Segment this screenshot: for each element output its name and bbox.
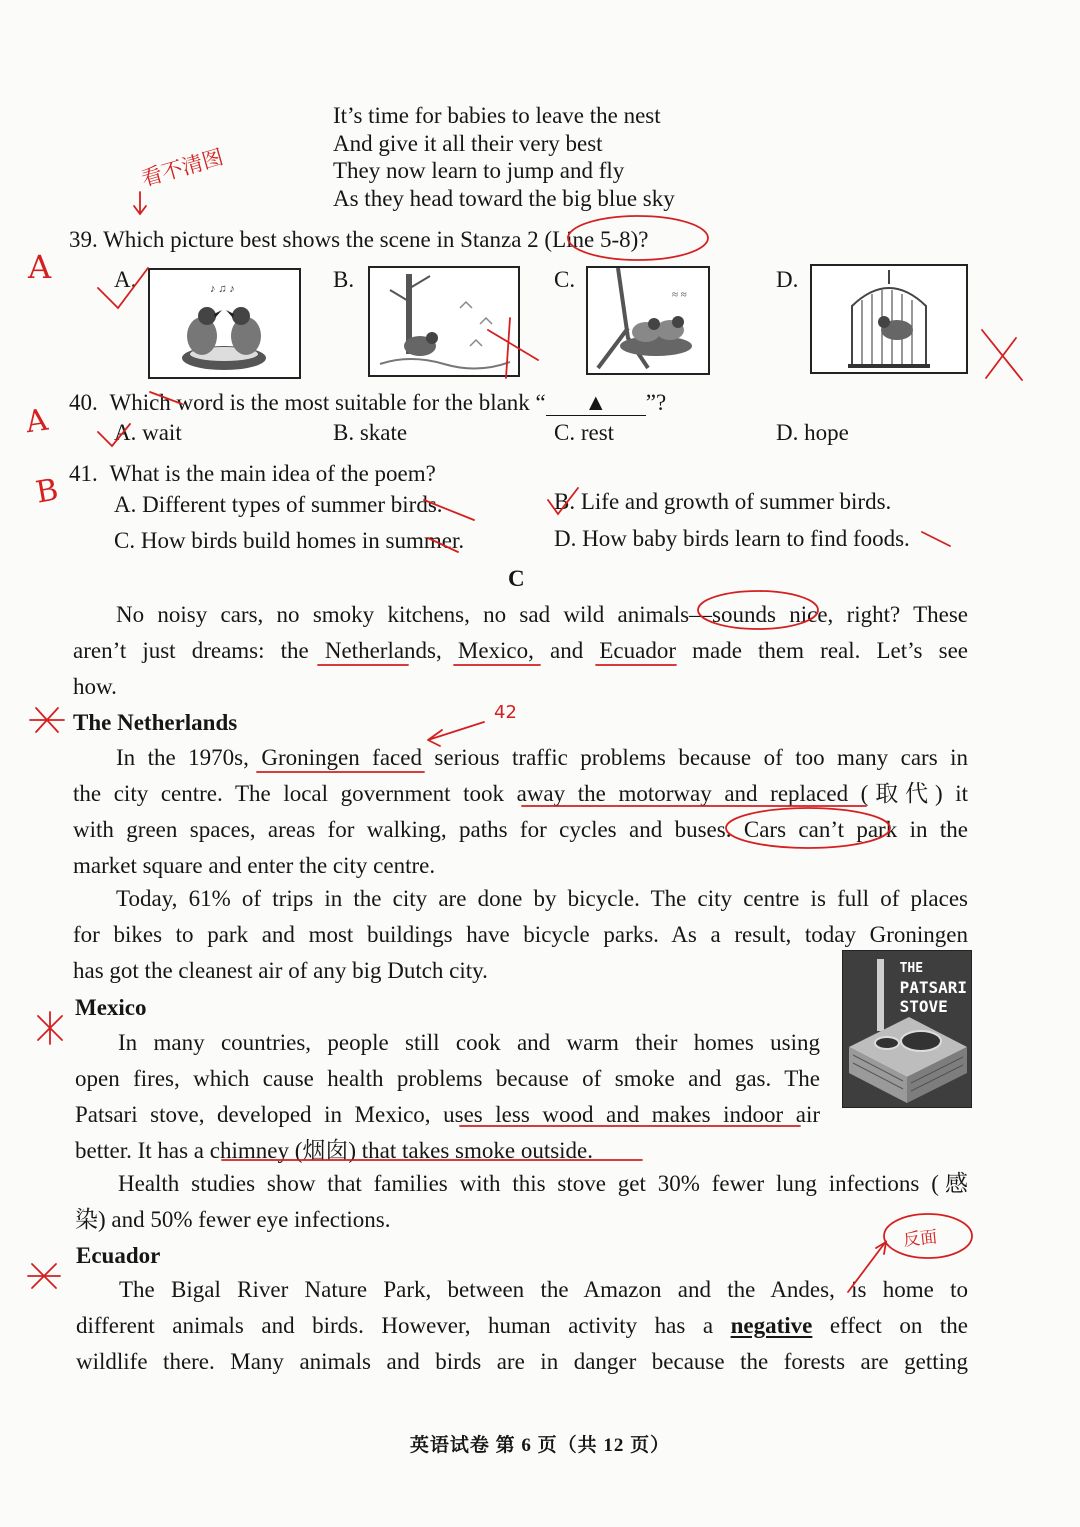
red-stroke — [150, 392, 182, 404]
red-circle-mark — [884, 1214, 972, 1258]
red-cross-icon — [488, 318, 538, 378]
handwritten-note-42: 42 — [494, 702, 517, 723]
highlighted-word-negative: negative — [730, 1313, 813, 1338]
text-line: has got the cleanest air of any big Dutch city. — [73, 958, 488, 983]
poem-line: As they head toward the big blue sky — [333, 185, 675, 211]
text-line: the city centre. The local government took away the motorway and replaced (取代) it — [73, 781, 968, 806]
handwritten-note-reverse-side: 反面 — [902, 1227, 939, 1251]
q40-number: 40. — [69, 390, 98, 415]
text-line: market square and enter the city centre. — [73, 853, 436, 878]
stove-title-line: STOVE — [899, 997, 948, 1016]
text-line: better. It has a chimney (烟囱) that takes smoke outside. — [75, 1138, 594, 1163]
intro-line: aren’t just dreams: the Netherlands, Mexico, and Ecuador made them real. Let’s see — [73, 638, 968, 663]
text-line: In the 1970s, Groningen faced serious traffic problems because of too many cars in — [116, 745, 968, 770]
red-star-icon — [38, 1012, 62, 1044]
red-check-icon — [98, 268, 148, 308]
q41-question: What is the main idea of the poem? — [109, 461, 436, 486]
red-underline — [222, 1126, 800, 1160]
q41-number: 41. — [69, 461, 98, 486]
red-underline — [257, 772, 866, 806]
red-circle-mark — [698, 591, 818, 629]
svg-text:≈ ≈: ≈ ≈ — [672, 289, 687, 301]
stove-title-line: PATSARI — [899, 978, 967, 997]
text-line: for bikes to park and most buildings have bicycle parks. As a result, today Groningen — [73, 922, 968, 947]
q40-prompt-before: Which word is the most suitable for the blank “ — [109, 390, 546, 415]
red-circle-mark — [568, 216, 708, 260]
text-line: Patsari stove, developed in Mexico, uses less wood and makes indoor air — [75, 1102, 820, 1127]
intro-line: how. — [73, 674, 117, 699]
poem-line: And give it all their very best — [333, 130, 603, 156]
q40-prompt-after: ”? — [645, 390, 667, 415]
red-star-icon — [28, 1264, 60, 1288]
red-circle-mark — [726, 808, 890, 848]
text-segment: different animals and birds. However, human activity has a — [76, 1313, 714, 1338]
question-39: 39. Which picture best shows the scene in Stanza 2 (Line 5-8)? — [69, 227, 649, 252]
text-line: Health studies show that families with this stove get 30% fewer lung infections (感 — [118, 1171, 968, 1196]
svg-text:♪ ♫ ♪: ♪ ♫ ♪ — [210, 283, 235, 295]
q40-option-a[interactable]: A. wait — [114, 420, 182, 445]
handwritten-answer-41: B — [33, 472, 61, 511]
page-footer: 英语试卷 第 6 页（共 12 页） — [409, 1435, 671, 1456]
text-line: Today, 61% of trips in the city are done by bicycle. The city centre is full of places — [116, 886, 968, 911]
q41-option-a[interactable]: A. Different types of summer birds. — [114, 492, 443, 517]
handwritten-answer-39: A — [28, 248, 52, 286]
red-check-icon — [98, 424, 130, 446]
q41-option-b[interactable]: B. Life and growth of summer birds. — [554, 489, 892, 514]
blank-triangle-icon: ▲ — [584, 390, 608, 415]
red-arrow-icon — [428, 722, 484, 746]
q39-option-d-label[interactable]: D. — [776, 267, 799, 292]
q40-option-c[interactable]: C. rest — [554, 420, 615, 445]
q41-option-c[interactable]: C. How birds build homes in summer. — [114, 528, 465, 553]
text-line: open fires, which cause health problems because of smoke and gas. The — [75, 1066, 820, 1091]
red-star-icon — [30, 708, 64, 732]
passage-label: C — [508, 566, 525, 591]
handwritten-answer-40: A — [23, 402, 51, 441]
q40-option-b[interactable]: B. skate — [333, 420, 408, 445]
red-arrow-down-icon — [134, 192, 146, 214]
handwritten-note-unclear-picture: 看不清图 — [138, 144, 226, 192]
poem-line: They now learn to jump and fly — [333, 158, 625, 183]
text-line: The Bigal River Nature Park, between the Amazon and the Andes, is home to — [119, 1277, 968, 1302]
q39-option-a-label[interactable]: A. — [114, 267, 137, 292]
section-heading-mexico: Mexico — [75, 995, 147, 1020]
text-line: wildlife there. Many animals and birds are in danger because the forests are getting — [76, 1349, 968, 1374]
section-heading-netherlands: The Netherlands — [73, 710, 238, 735]
stove-title-line: THE — [899, 961, 924, 976]
red-arrow-icon — [848, 1242, 886, 1292]
text-segment: effect on the — [829, 1313, 968, 1338]
q39-option-b-label[interactable]: B. — [333, 267, 355, 292]
text-line: In many countries, people still cook and warm their homes using — [118, 1030, 820, 1055]
intro-line: No noisy cars, no smoky kitchens, no sad wild animals—sounds nice, right? These — [116, 602, 968, 627]
red-check-icon — [548, 488, 578, 514]
q41-option-d[interactable]: D. How baby birds learn to find foods. — [554, 526, 910, 551]
section-heading-ecuador: Ecuador — [76, 1243, 161, 1268]
q39-option-c-label[interactable]: C. — [554, 267, 576, 292]
q40-option-d[interactable]: D. hope — [776, 420, 849, 445]
red-cross-icon — [982, 330, 1022, 380]
text-line: 染) and 50% fewer eye infections. — [75, 1207, 391, 1232]
poem-line: It’s time for babies to leave the nest — [333, 103, 661, 128]
text-line: with green spaces, areas for walking, paths for cycles and buses. Cars can’t park in the — [73, 817, 968, 842]
red-stroke — [424, 500, 950, 552]
